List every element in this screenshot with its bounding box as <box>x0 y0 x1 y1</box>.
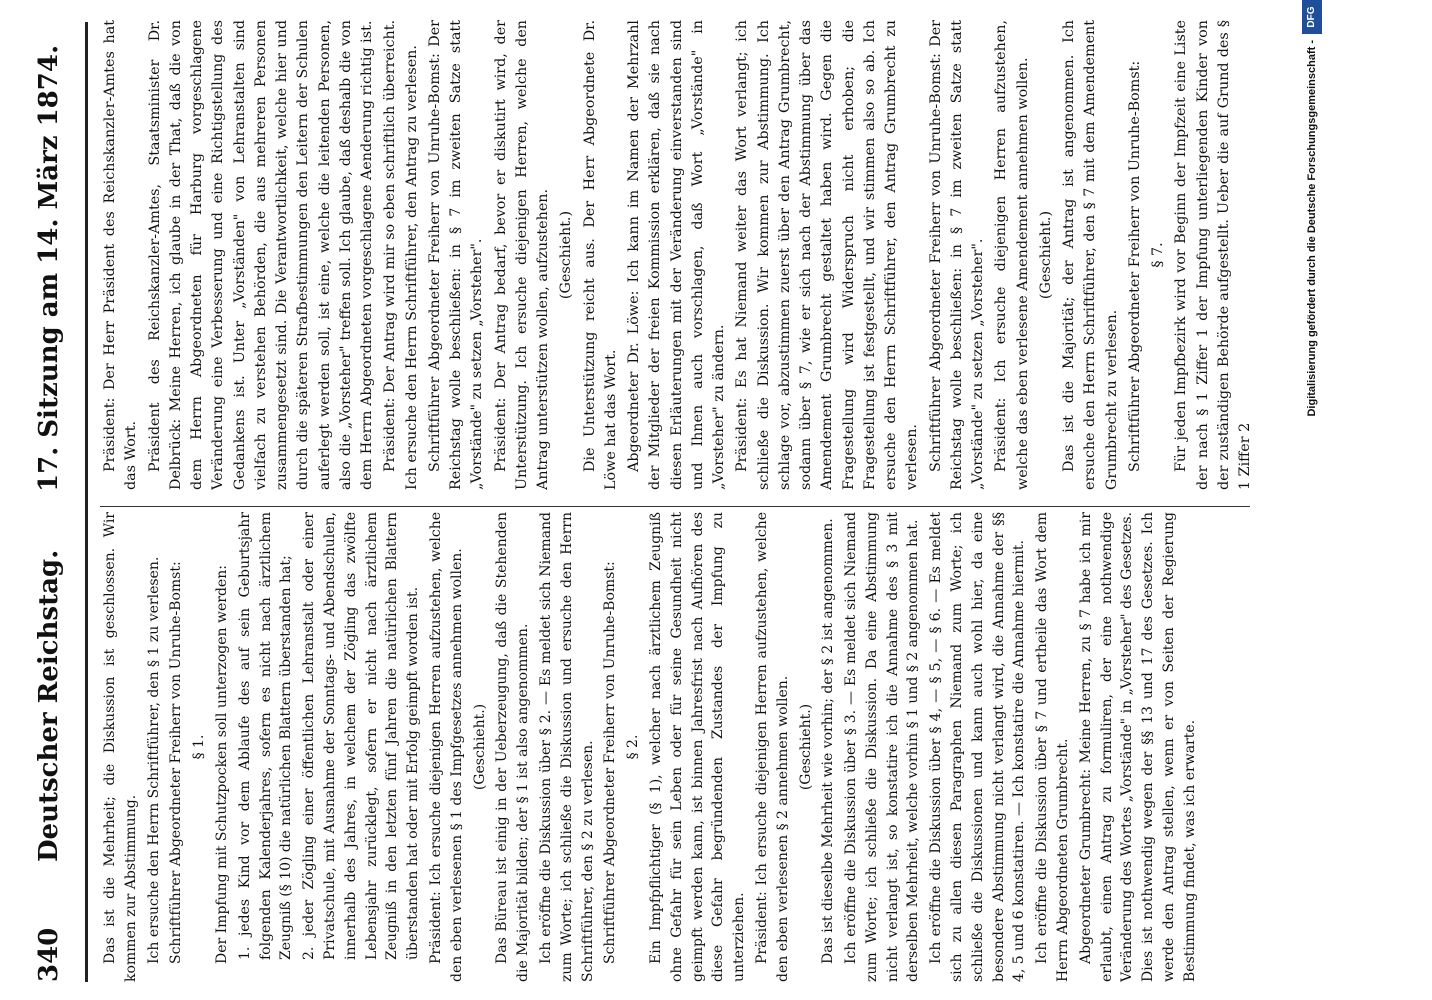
paragraph: Schriftführer Abgeordneter Freiherr von Unruhe-Bomst: Der Reichstag wolle beschließen: in § 7 im zweiten Satze statt „Vorstände" zu setzen „Vorsteher". <box>426 20 486 490</box>
funding-credit: Digitalisierung gefördert durch die Deutsche Forschungsgemeinschaft - <box>1306 40 1318 417</box>
paragraph: Ein Impfpflichtiger (§ 1), welcher nach ärztlichem Zeugniß ohne Gefahr für sein Leben oder für seine Gesundheit nicht geimpft werden kann, ist binnen Jahresfrist nach Aufhören des diese Gefahr begründenden Zustandes der Impfung zu unterziehen. <box>647 512 748 982</box>
paragraph: Ich eröffne die Diskussion über § 2. — Es meldet sich Niemand zum Worte; ich schließe die Diskussion und ersuche den Herrn Schriftführer, den § 2 zu verlesen. <box>537 512 596 982</box>
page-number: 340 <box>34 927 64 982</box>
stage-direction: (Geschieht.) <box>471 703 488 791</box>
paragraph: Präsident: Ich ersuche diejenigen Herren aufzustehen, welche den eben verlesenen § 2 annehmen wollen. <box>753 512 791 982</box>
list-item: 2. jeder Zögling einer öffentlichen Lehranstalt oder einer Privatschule, mit Ausnahme der Sonntags- und Abendschulen, innerhalb des Jahres, in welchem der Zögling das zwölfte Lebensjahr zurücklegt, sofern er nicht nach ärztlichem Zeugniß in den letzten fünf Jahren die natürlichen Blattern überstanden hat oder mit Erfolg geimpft worden ist. <box>301 512 422 960</box>
section-heading: § 1. <box>191 734 208 760</box>
publication-title: Deutscher Reichstag. <box>34 549 64 862</box>
paragraph: Präsident: Es hat Niemand weiter das Wort verlangt; ich schließe die Diskussion. Wir kommen zur Abstimmung. Ich schlage vor, abzustimmen zuerst über den Antrag Grumbrecht, sodann über § 7, wie er sich nach der Abstimmung über das Amendement Grumbrecht gestaltet haben wird. Gegen die Fragestellung wird Widerspruch nicht erhoben; die Fragestellung ist festgestellt, und wir stimmen also so ab. Ich ersuche den Herrn Schriftführer, den Antrag Grumbrecht zu verlesen. <box>734 20 921 490</box>
left-column <box>100 512 1260 982</box>
list-item: 1. jedes Kind vor dem Ablaufe des auf sein Geburtsjahr folgenden Kalenderjahres, sofern es nicht nach ärztlichem Zeugniß (§ 10) die natürlichen Blattern überstanden hat; <box>236 512 295 960</box>
section-heading: § 2. <box>625 734 642 760</box>
speaker-line: Schriftführer Abgeordneter Freiherr von Unruhe-Bomst: <box>602 561 619 964</box>
paragraph: Die Unterstützung reicht aus. Der Herr Abgeordnete Dr. Löwe hat das Wort. <box>581 20 619 490</box>
paragraph: Ich ersuche den Herrn Schriftführer, den § 1 zu verlesen. <box>145 556 162 964</box>
paragraph: Für jeden Impfbezirk wird vor Beginn der Impfzeit eine Liste der nach § 1 Ziffer 1 der Impfung unterliegenden Kinder von der zuständigen Behörde aufgestellt. Ueber die auf Grund des § 1 Ziffer 2 <box>1173 20 1253 490</box>
stage-direction: (Geschieht.) <box>797 703 814 791</box>
paragraph: Das ist dieselbe Mehrheit wie vorhin; der § 2 ist angenommen. <box>820 518 837 964</box>
stage-direction: (Geschieht.) <box>558 210 575 300</box>
paragraph: Schriftführer Abgeordneter Freiherr von Unruhe-Bomst: Der Reichstag wolle beschließen: in § 7 im zweiten Satze statt „Vorstände" zu setzen „Vorsteher". <box>927 20 986 490</box>
speaker-line: Schriftführer Abgeordneter Freiherr von Unruhe-Bomst: <box>168 561 185 964</box>
paragraph: Ich eröffne die Diskussion über § 4, — § 5, — § 6. — Es meldet sich zu allen diesen Paragraphen Niemand zum Worte; ich schließe die Diskussionen und kann auch wohl hier, da eine besondere Abstimmung nicht verlangt wird, die Annahme der §§ 4, 5 und 6 konstatiren. — Ich konstatire die Annahme hiermit. <box>928 512 1028 982</box>
paragraph: Präsident: Der Herr Präsident des Reichskanzler-Amtes hat das Wort. <box>102 20 140 490</box>
digitization-footer <box>1300 0 1328 600</box>
speaker-line: Schriftführer Abgeordneter Freiherr von Unruhe-Bomst: <box>1126 60 1143 472</box>
session-title: 17. Sitzung am 14. März 1874. <box>34 44 64 492</box>
stage-direction: (Geschieht.) <box>1037 210 1054 300</box>
paragraph: Präsident: Der Antrag bedarf, bevor er diskutirt wird, der Unterstützung. Ich ersuche diejenigen Herren, welche den Antrag unterstützen wollen, aufzustehen. <box>492 20 551 490</box>
column-divider <box>100 506 1250 507</box>
right-column <box>100 20 1260 490</box>
paragraph: Das Büreau ist einig in der Ueberzeugung, daß die Stehenden die Majorität bilden; der § 1 ist also angenommen. <box>494 512 532 982</box>
paragraph: Ich eröffne die Diskussion über § 7 und ertheile das Wort dem Herrn Abgeordneten Grumbrecht. <box>1034 512 1072 982</box>
dfg-logo: DFG <box>1302 0 1322 34</box>
paragraph: Der Impfung mit Schutzpocken soll unterzogen werden: <box>213 565 230 964</box>
paragraph: Präsident: Ich ersuche diejenigen Herren aufzustehen, welche den eben verlesenen § 1 des Impfgesetzes annehmen wollen. <box>427 512 465 982</box>
paragraph: Präsident: Ich ersuche diejenigen Herren aufzustehen, welche das eben verlesene Amendement annehmen wollen. <box>993 20 1031 490</box>
paragraph: Ich eröffne die Diskussion über § 3. — Es meldet sich Niemand zum Worte; ich schließe die Diskussion. Da eine Abstimmung nicht verlangt ist, so konstatire ich die Annahme des § 3 mit derselben Mehrheit, welche vorhin § 1 und § 2 angenommen hat. <box>843 512 922 982</box>
section-heading: § 7. <box>1150 242 1166 268</box>
paragraph: Das ist die Mehrheit; die Diskussion ist geschlossen. Wir kommen zur Abstimmung. <box>102 512 139 982</box>
paragraph: Abgeordneter Dr. Löwe: Ich kann im Namen der Mehrzahl der Mitglieder der freien Kommission erklären, daß sie nach diesen Erläuterungen mit der Veränderung einverstanden sind und Ihnen auch vorschlagen, daß Wort „Vorstände" in „Vorsteher" zu ändern. <box>626 20 727 490</box>
header-rule <box>85 22 88 982</box>
paragraph: Präsident: Der Antrag wird mir so eben schriftlich überreicht. Ich ersuche den Herrn Schriftführer, den Antrag zu verlesen. <box>382 20 420 490</box>
paragraph: Präsident des Reichskanzler-Amtes, Staatsminister Dr. Delbrück: Meine Herren, ich glaube in der That, daß die von dem Herrn Abgeordneten für Harburg vorgeschlagene Veränderung eine Verbesserung und eine Richtigstellung des Gedankens ist. Unter „Vorständen" von Lehranstalten sind vielfach zu verstehen Behörden, die aus mehreren Personen zusammengesetzt sind. Die Verantwortlichkeit, welche hier und durch die späteren Strafbestimmungen den Leitern der Schulen auferlegt werden soll, ist eine, welche die leitenden Personen, also die „Vorsteher" treffen soll. Ich glaube, daß deshalb die von dem Herrn Abgeordneten vorgeschlagene Aenderung richtig ist. <box>146 20 375 490</box>
paragraph: Abgeordneter Grumbrecht: Meine Herren, zu § 7 habe ich mir erlaubt, einen Antrag zu formuliren, der eine nothwendige Veränderung des Wortes „Vorstände" in „Vorsteher" des Gesetzes. Dies ist nothwendig wegen der §§ 13 und 17 des Gesetzes. Ich werde den Antrag stellen, wenn er von Seiten der Regierung Bestimmung findet, was ich erwarte. <box>1077 512 1198 982</box>
paragraph: Das ist die Majorität; der Antrag ist angenommen. Ich ersuche den Herrn Schriftführer, den § 7 mit dem Amendement Grumbrecht zu verlesen. <box>1061 20 1120 490</box>
page-header <box>18 22 88 982</box>
